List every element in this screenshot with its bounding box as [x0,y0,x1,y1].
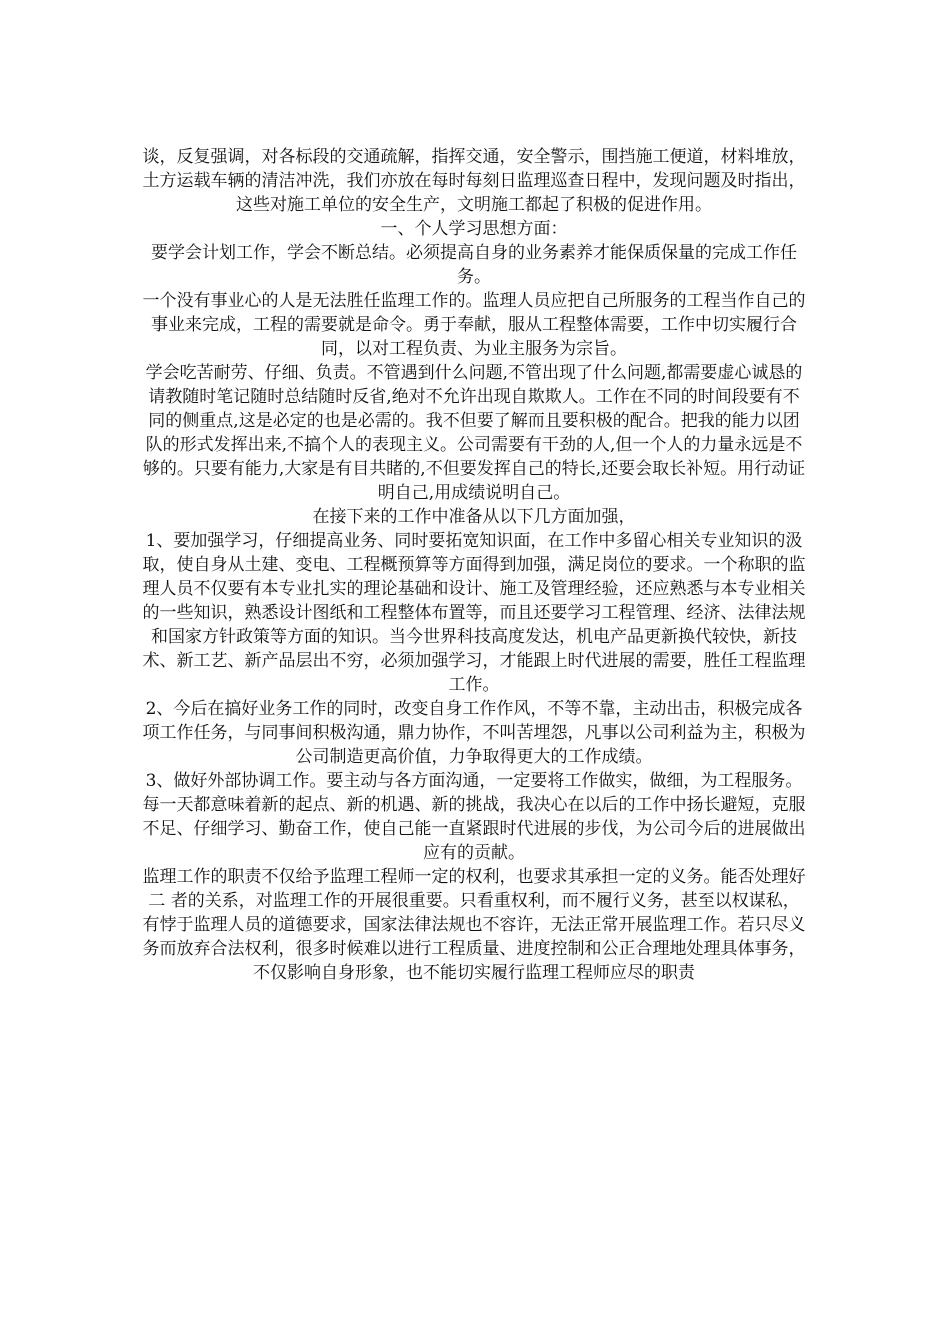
section-heading-personal-study: 一、个人学习思想方面： [380,219,568,239]
document-body [140,145,808,985]
paragraph-new-day: 每一天都意味着新的起点、新的机遇、新的挑战，我决心在以后的工作中扬长避短，克服不足、仔细学习、勤奋工作，使自己能一直紧跟时代进展的步伐，为公司今后的进展做出应有的贡献。 [142,795,806,863]
list-item-3-coordination: 3、做好外部协调工作。要主动与各方面沟通，一定要将工作做实，做细，为工程服务。 [145,771,803,791]
paragraph-hard-work: 学会吃苦耐劳、仔细、负责。不管遇到什么问题,不管出现了什么问题,都需要虚心诚恳的请教随时笔记随时总结随时反省,绝对不允许出现自欺欺人。工作在不同的时间段要有不同的侧重点,这是必定的也是必需的。我不但要了解而且要积极的配合。把我的能力以团队的形式发挥出来,不搞个人的表现主义。公司需要有干劲的人,但一个人的力量永远是不够的。只要有能力,大家是有目共睹的,不但要发挥自己的特长,还要会取长补短。用行动证明自己,用成绩说明自己。 [142,363,806,503]
paragraph-intro-continuation: 谈，反复强调，对各标段的交通疏解，指挥交通，安全警示，围挡施工便道，材料堆放，土方运载车辆的清洁冲洗，我们亦放在每时每刻日监理巡查日程中，发现问题及时指出，这些对施工单位的安全生产，文明施工都起了积极的促进作用。 [142,147,806,215]
paragraph-dedication: 一个没有事业心的人是无法胜任监理工作的。监理人员应把自己所服务的工程当作自己的事业来完成，工程的需要就是命令。勇于奉献，服从工程整体需要，工作中切实履行合同，以对工程负责、为业主服务为宗旨。 [142,291,806,359]
list-item-2-work-style: 2、今后在搞好业务工作的同时，改变自身工作作风，不等不靠，主动出击，积极完成各项工作任务，与同事间积极沟通，鼎力协作，不叫苦埋怨，凡事以公司利益为主，积极为公司制造更高价值，力争取得更大的工作成绩。 [142,699,806,767]
paragraph-improvement-intro: 在接下来的工作中准备从以下几方面加强， [312,507,636,527]
paragraph-plan-and-summarize: 要学会计划工作，学会不断总结。必须提高自身的业务素养才能保质保量的完成工作任务。 [151,243,797,287]
paragraph-duties: 监理工作的职责不仅给予监理工程师一定的权利，也要求其承担一定的义务。能否处理好二 者的关系，对监理工作的开展很重要。只看重权利，而不履行义务，甚至以权谋私，有悖于监理人员的道德要求，国家法律法规也不容许，无法正常开展监理工作。若只尽义务而放弃合法权利，很多时候难以进行工程质量、进度控制和公正合理地处理具体事务，不仅影响自身形象，也不能切实履行监理工程师应尽的职责 [142,867,806,983]
list-item-1-study: 1、要加强学习，仔细提高业务、同时要拓宽知识面，在工作中多留心相关专业知识的汲取，使自身从土建、变电、工程概预算等方面得到加强，满足岗位的要求。一个称职的监理人员不仅要有本专业扎实的理论基础和设计、施工及管理经验，还应熟悉与本专业相关的一些知识，熟悉设计图纸和工程整体布置等，而且还要学习工程管理、经济、法律法规和国家方针政策等方面的知识。当今世界科技高度发达，机电产品更新换代较快，新技术、新工艺、新产品层出不穷，必须加强学习，才能跟上时代进展的需要，胜任工程监理工作。 [142,531,806,695]
